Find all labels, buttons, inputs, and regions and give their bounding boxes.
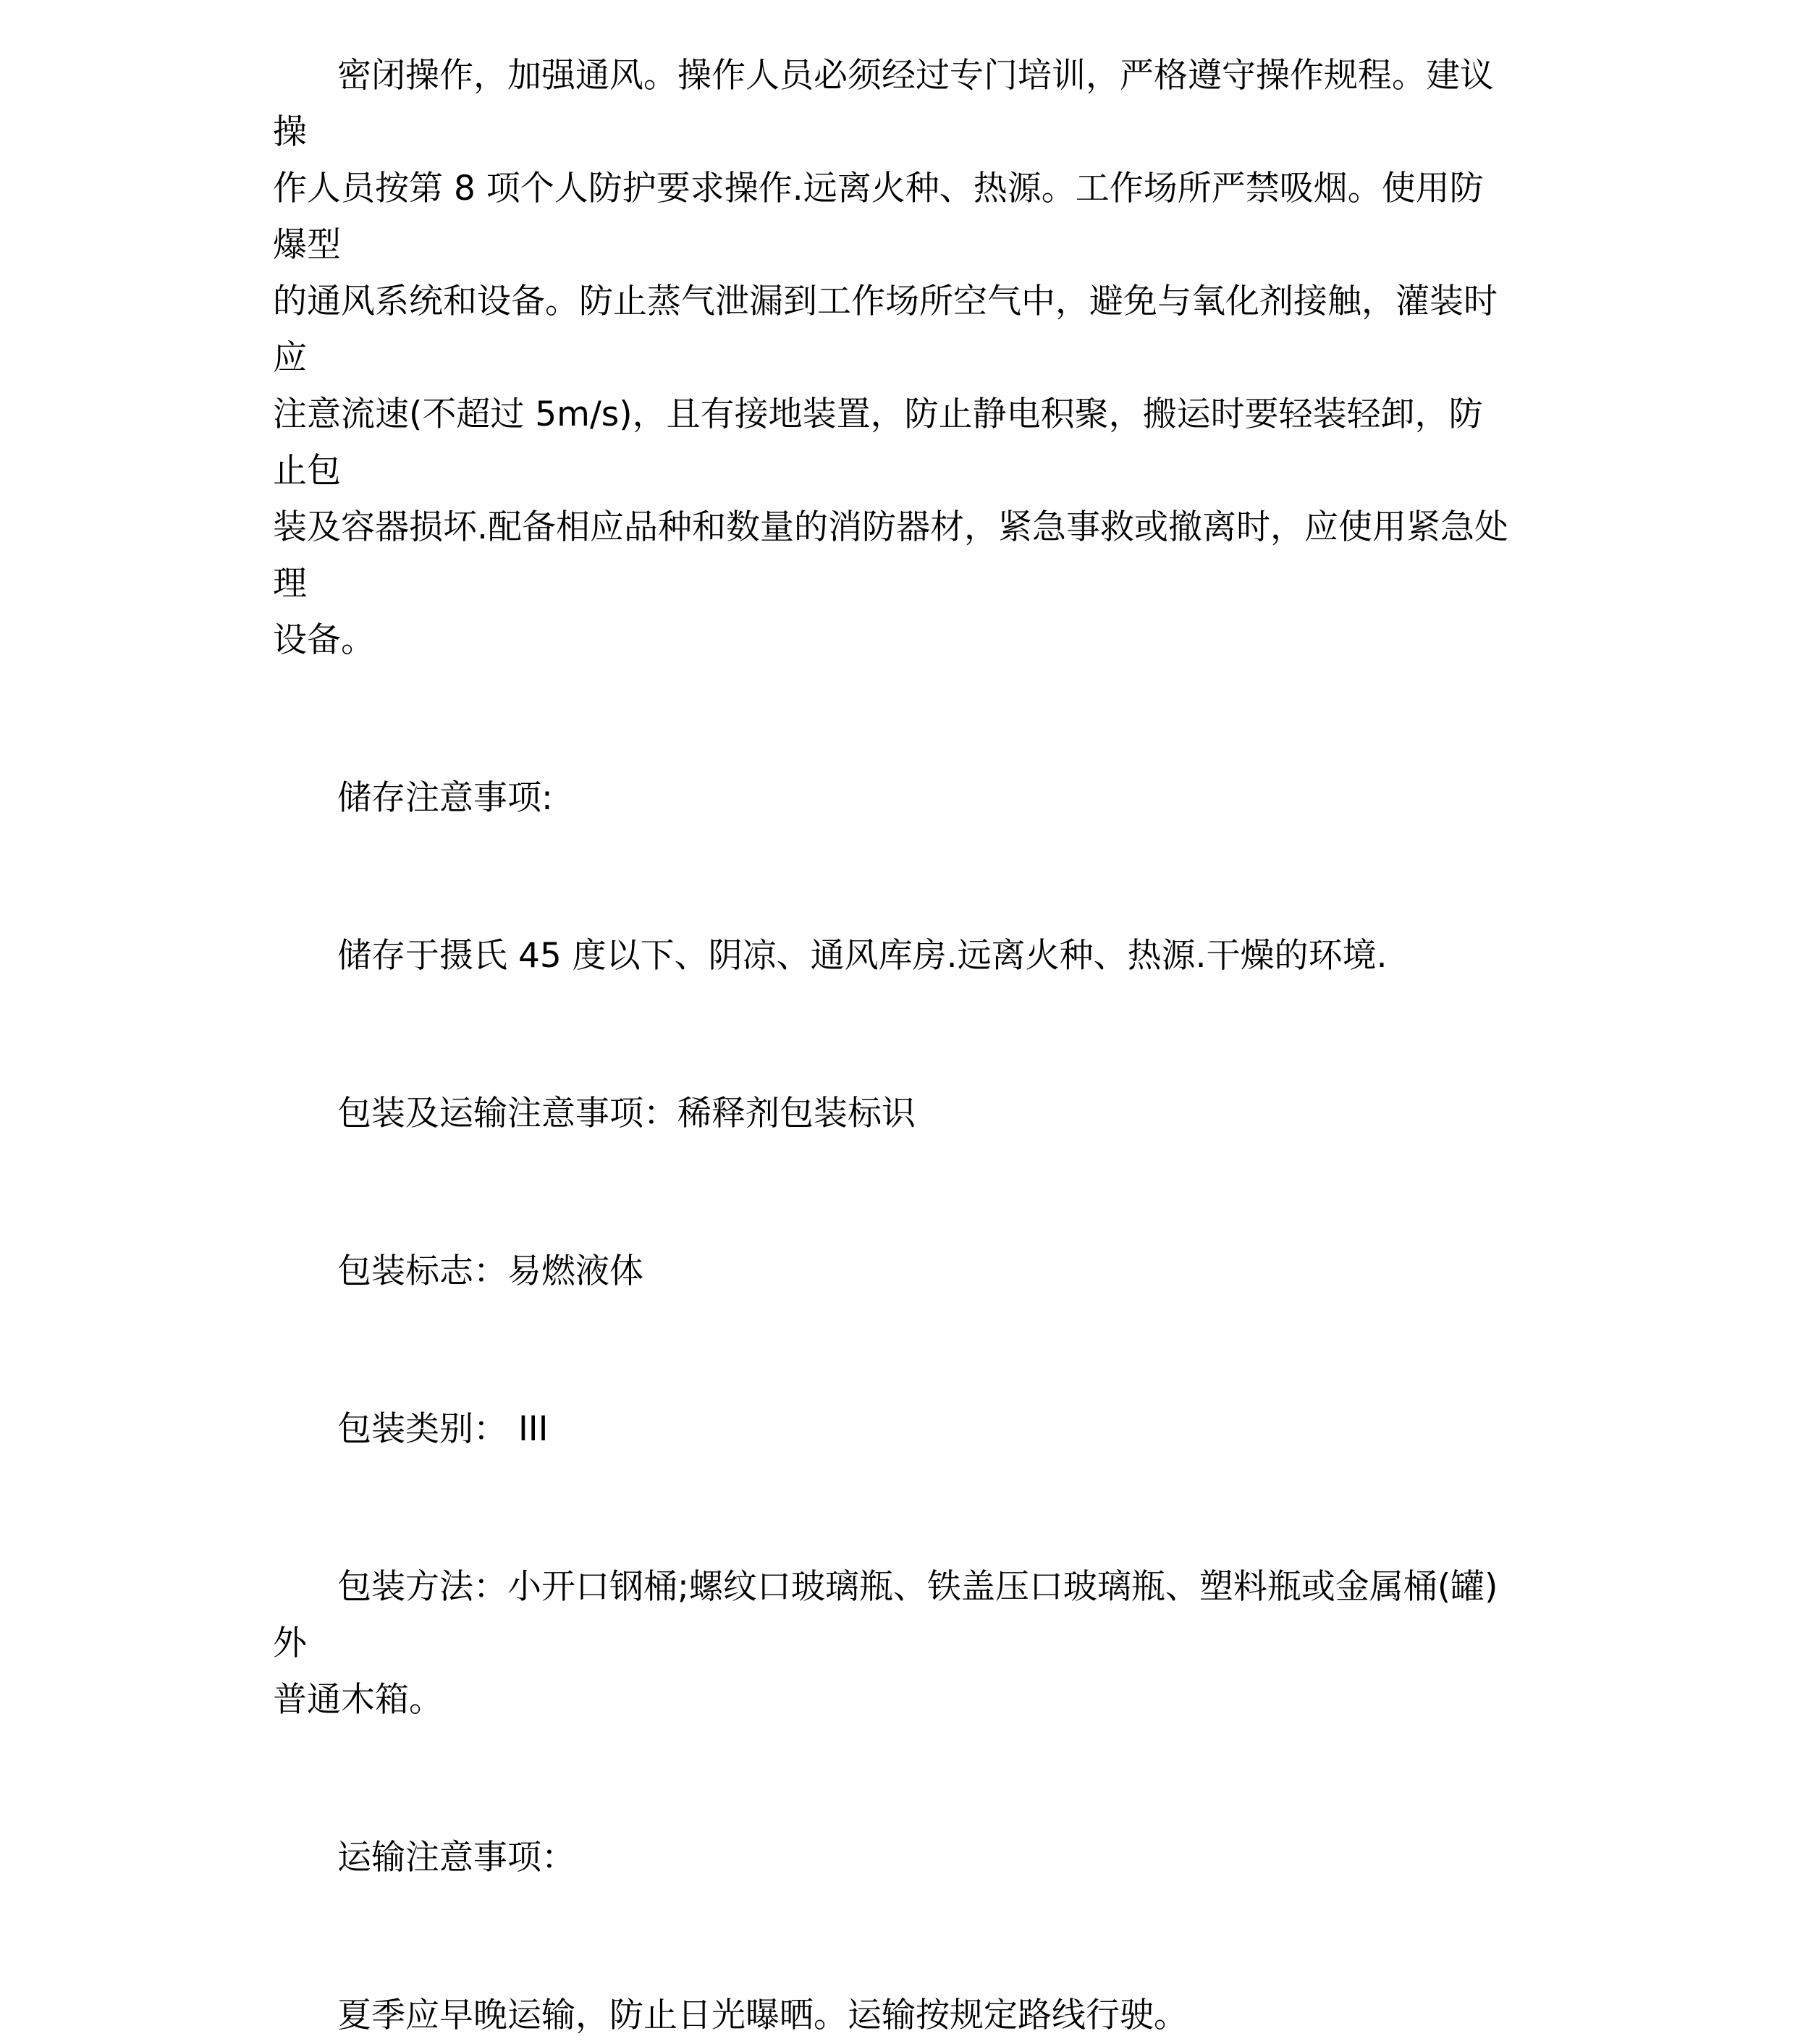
- section-heading: 包装及运输注意事项：稀释剂包装标识: [337, 1094, 916, 1133]
- paragraph-operation-precautions: [273, 48, 1511, 669]
- text-line: 作人员按第 8 项个人防护要求操作.远离火种、热源。工作场所严禁吸烟。使用防爆型: [273, 169, 1484, 265]
- paragraph-packaging-method: [273, 1559, 1511, 1728]
- paragraph-transport-precautions-heading: [273, 1830, 1511, 1886]
- text-line: 包装方法：小开口钢桶;螺纹口玻璃瓶、铁盖压口玻璃瓶、塑料瓶或金属桶(罐)外: [273, 1567, 1498, 1663]
- paragraph-packaging-mark: [273, 1243, 1511, 1300]
- text-line: 普通木箱。: [273, 1680, 443, 1720]
- text-line: 的通风系统和设备。防止蒸气泄漏到工作场所空气中，避免与氧化剂接触，灌装时应: [273, 282, 1498, 378]
- text-line: 包装标志：易燃液体: [337, 1251, 643, 1291]
- text-line: 装及容器损坏.配备相应品种和数量的消防器材，紧急事救或撤离时，应使用紧急处理: [273, 507, 1508, 604]
- paragraph-storage-precautions-heading: [273, 770, 1511, 827]
- text-line: 包装类别： III: [337, 1409, 549, 1449]
- text-line: 夏季应早晚运输，防止日光曝晒。运输按规定路线行驶。: [337, 1996, 1188, 2035]
- section-heading: 运输注意事项：: [337, 1838, 575, 1878]
- text-line: 储存于摄氏 45 度以下、阴凉、通风库房.远离火种、热源.干燥的环境.: [337, 936, 1388, 976]
- paragraph-packaging-transport-heading: [273, 1086, 1511, 1142]
- paragraph-storage-precautions-body: [273, 928, 1511, 984]
- text-line: 密闭操作，加强通风。操作人员必须经过专门培训，严格遵守操作规程。建议操: [273, 56, 1494, 152]
- paragraph-packaging-category: [273, 1401, 1511, 1458]
- paragraph-transport-precautions-body: [273, 1988, 1511, 2044]
- text-line: 设备。: [273, 620, 375, 660]
- section-heading: 储存注意事项:: [337, 778, 553, 818]
- text-line: 注意流速(不超过 5m/s)，且有接地装置，防止静电积聚，搬运时要轻装轻卸，防止包: [273, 394, 1483, 491]
